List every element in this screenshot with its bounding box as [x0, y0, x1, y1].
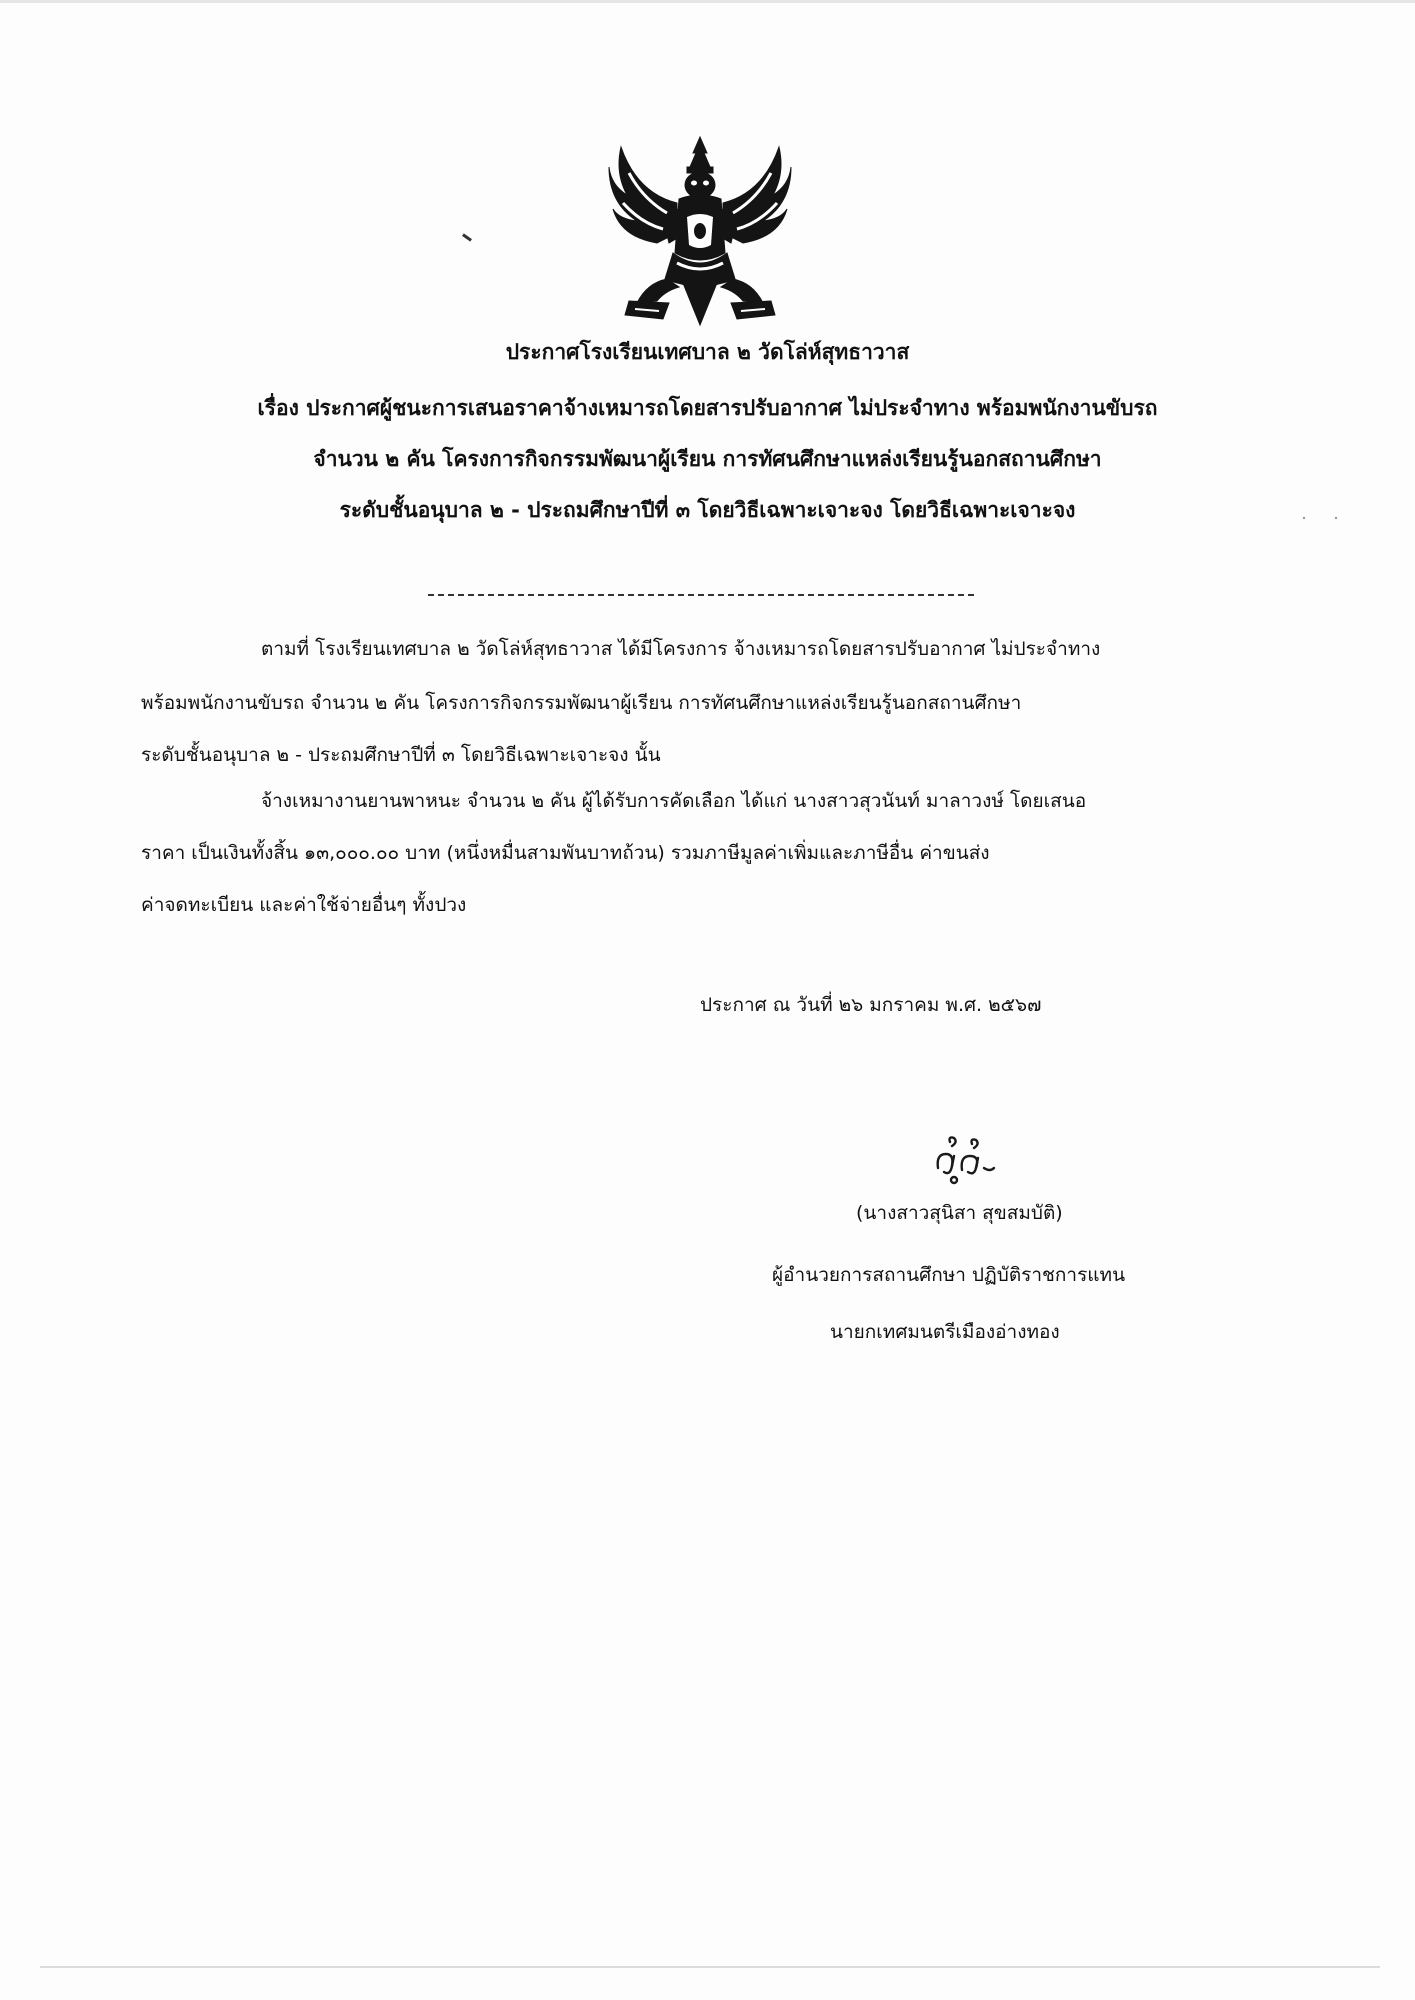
- paragraph-1-line-2: พร้อมพนักงานขับรถ จำนวน ๒ คัน โครงการกิจกรรมพัฒนาผู้เรียน การทัศนศึกษาแหล่งเรียนรู้นอกสถานศึกษา: [141, 692, 1022, 714]
- paragraph-2-line-2: ราคา เป็นเงินทั้งสิ้น ๑๓,๐๐๐.๐๐ บาท (หนึ่งหมื่นสามพันบาทถ้วน) รวมภาษีมูลค่าเพิ่มและภาษีอื่น ค่าขนส่ง: [141, 842, 990, 864]
- scan-edge-top: [0, 0, 1415, 3]
- signatory-name: (นางสาวสุนิสา สุขสมบัติ): [856, 1202, 1063, 1224]
- announcement-date: ประกาศ ณ วันที่ ๒๖ มกราคม พ.ศ. ๒๕๖๗: [700, 994, 1042, 1016]
- scan-edge-bottom: [40, 1966, 1380, 1968]
- signatory-position: ผู้อำนวยการสถานศึกษา ปฏิบัติราชการแทน: [772, 1264, 1126, 1286]
- signatory-position-line-2: นายกเทศมนตรีเมืองอ่างทอง: [830, 1321, 1060, 1343]
- paragraph-1-line-1: ตามที่ โรงเรียนเทศบาล ๒ วัดโล่ห์สุทธาวาส ได้มีโครงการ จ้างเหมารถโดยสารปรับอากาศ ไม่ประจำทาง: [261, 638, 1101, 660]
- announcement-subject: เรื่อง ประกาศผู้ชนะการเสนอราคาจ้างเหมารถโดยสารปรับอากาศ ไม่ประจำทาง พร้อมพนักงานขับรถ: [257, 396, 1158, 420]
- announcement-subject-line-2: จำนวน ๒ คัน โครงการกิจกรรมพัฒนาผู้เรียน การทัศนศึกษาแหล่งเรียนรู้นอกสถานศึกษา: [313, 447, 1102, 471]
- announcement-title: ประกาศโรงเรียนเทศบาล ๒ วัดโล่ห์สุทธาวาส: [505, 340, 910, 364]
- scan-speck: [462, 233, 472, 241]
- dashed-divider: [428, 594, 974, 596]
- announcement-subject-line-3: ระดับชั้นอนุบาล ๒ - ประถมศึกษาปีที่ ๓ โดยวิธีเฉพาะเจาะจง โดยวิธีเฉพาะเจาะจง: [339, 498, 1076, 522]
- garuda-emblem-icon: [607, 133, 793, 329]
- paragraph-2-line-3: ค่าจดทะเบียน และค่าใช้จ่ายอื่นๆ ทั้งปวง: [141, 894, 467, 916]
- paragraph-1-line-3: ระดับชั้นอนุบาล ๒ - ประถมศึกษาปีที่ ๓ โดยวิธีเฉพาะเจาะจง นั้น: [141, 744, 661, 766]
- paragraph-2-line-1: จ้างเหมางานยานพาหนะ จำนวน ๒ คัน ผู้ได้รับการคัดเลือก ได้แก่ นางสาวสุวนันท์ มาลาวงษ์ โดยเสนอ: [261, 790, 1087, 812]
- handwritten-signature-icon: [932, 1132, 998, 1188]
